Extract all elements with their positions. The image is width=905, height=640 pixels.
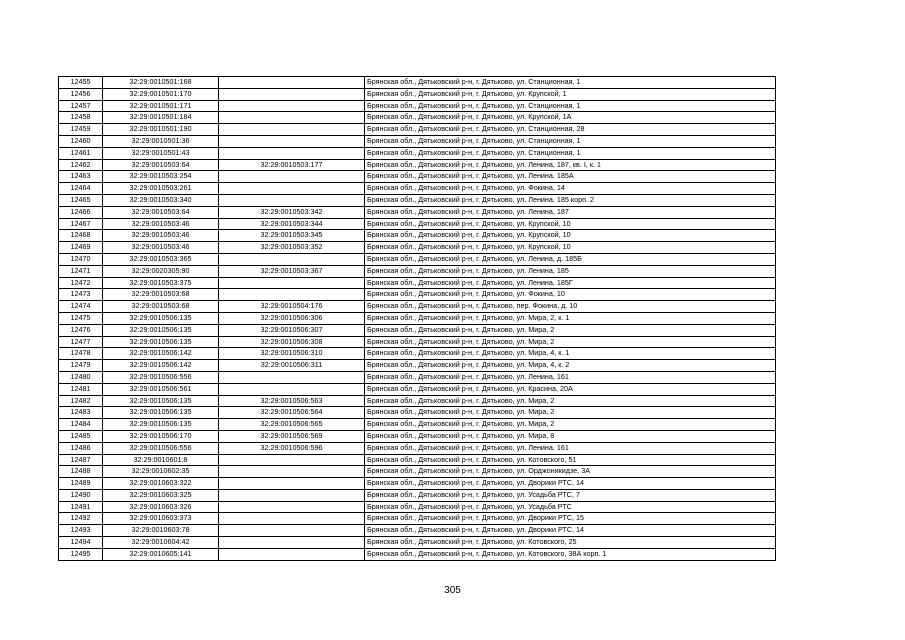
- object-cadastral-number-cell: 32:29:0010503:177: [219, 159, 365, 171]
- table-row: [59, 218, 776, 230]
- object-cadastral-number-cell: [219, 489, 365, 501]
- table-row: [59, 77, 776, 89]
- table-row: [59, 194, 776, 206]
- table-row: [59, 301, 776, 313]
- address-cell: Брянская обл., Дятьковский р-н, г. Дятьково, ул. Котовского, 25: [365, 537, 776, 549]
- cadastral-number-cell: 32:29:0010603:373: [103, 513, 219, 525]
- object-cadastral-number-cell: [219, 88, 365, 100]
- cadastral-number-cell: 32:29:0010501:184: [103, 112, 219, 124]
- table-row: [59, 525, 776, 537]
- cadastral-number-cell: 32:29:0010503:365: [103, 253, 219, 265]
- table-row: [59, 383, 776, 395]
- table-row: [59, 230, 776, 242]
- address-cell: Брянская обл., Дятьковский р-н, г. Дятьково, ул. Ленина, д. 185Б: [365, 253, 776, 265]
- table-row: [59, 112, 776, 124]
- object-cadastral-number-cell: 32:29:0010506:306: [219, 312, 365, 324]
- cadastral-number-cell: 32:29:0010602:35: [103, 466, 219, 478]
- record-number-cell: 12489: [59, 478, 103, 490]
- cadastral-number-cell: 32:29:0010503:68: [103, 301, 219, 313]
- record-number-cell: 12479: [59, 360, 103, 372]
- object-cadastral-number-cell: [219, 194, 365, 206]
- address-cell: Брянская обл., Дятьковский р-н, г. Дятьково, ул. Мира, 2, к. 1: [365, 312, 776, 324]
- address-cell: Брянская обл., Дятьковский р-н, г. Дятьково, ул. Крупской, 10: [365, 242, 776, 254]
- address-cell: Брянская обл., Дятьковский р-н, г. Дятьково, ул. Мира, 2: [365, 324, 776, 336]
- table-row: [59, 442, 776, 454]
- record-number-cell: 12480: [59, 371, 103, 383]
- address-cell: Брянская обл., Дятьковский р-н, г. Дятьково, ул. Котовского, 38А корп. 1: [365, 548, 776, 560]
- object-cadastral-number-cell: 32:29:0010503:345: [219, 230, 365, 242]
- object-cadastral-number-cell: 32:29:0010504:176: [219, 301, 365, 313]
- address-cell: Брянская обл., Дятьковский р-н, г. Дятьково, ул. Мира, 8: [365, 430, 776, 442]
- record-number-cell: 12464: [59, 183, 103, 195]
- object-cadastral-number-cell: 32:29:0010506:311: [219, 360, 365, 372]
- table-row: [59, 454, 776, 466]
- address-cell: Брянская обл., Дятьковский р-н, г. Дятьково, ул. Крупской, 10: [365, 230, 776, 242]
- cadastral-number-cell: 32:29:0010601:8: [103, 454, 219, 466]
- table-row: [59, 360, 776, 372]
- record-number-cell: 12481: [59, 383, 103, 395]
- object-cadastral-number-cell: [219, 466, 365, 478]
- address-cell: Брянская обл., Дятьковский р-н, г. Дятьково, ул. Дворики РТС, 15: [365, 513, 776, 525]
- table-row: [59, 135, 776, 147]
- record-number-cell: 12487: [59, 454, 103, 466]
- address-cell: Брянская обл., Дятьковский р-н, г. Дятьково, ул. Усадьба РТС, 7: [365, 489, 776, 501]
- object-cadastral-number-cell: [219, 289, 365, 301]
- table-row: [59, 312, 776, 324]
- object-cadastral-number-cell: [219, 147, 365, 159]
- cadastral-number-cell: 32:29:0010501:190: [103, 124, 219, 136]
- record-number-cell: 12493: [59, 525, 103, 537]
- table-row: [59, 489, 776, 501]
- table-row: [59, 253, 776, 265]
- object-cadastral-number-cell: 32:29:0010506:563: [219, 395, 365, 407]
- record-number-cell: 12458: [59, 112, 103, 124]
- record-number-cell: 12469: [59, 242, 103, 254]
- record-number-cell: 12495: [59, 548, 103, 560]
- table-row: [59, 88, 776, 100]
- address-cell: Брянская обл., Дятьковский р-н, г. Дятьково, ул. Ленина, 187, кв. I, к. 1: [365, 159, 776, 171]
- record-number-cell: 12482: [59, 395, 103, 407]
- address-cell: Брянская обл., Дятьковский р-н, г. Дятьково, ул. Фокина, 10: [365, 289, 776, 301]
- table-row: [59, 324, 776, 336]
- cadastral-number-cell: 32:29:0010501:168: [103, 77, 219, 89]
- table-row: [59, 548, 776, 560]
- address-cell: Брянская обл., Дятьковский р-н, г. Дятьково, ул. Красина, 20А: [365, 383, 776, 395]
- cadastral-number-cell: 32:29:0010506:561: [103, 383, 219, 395]
- table-row: [59, 407, 776, 419]
- cadastral-number-cell: 32:29:0010503:46: [103, 230, 219, 242]
- object-cadastral-number-cell: [219, 135, 365, 147]
- cadastral-number-cell: 32:29:0010501:36: [103, 135, 219, 147]
- address-cell: Брянская обл., Дятьковский р-н, г. Дятьково, ул. Станционная, 1: [365, 100, 776, 112]
- address-cell: Брянская обл., Дятьковский р-н, г. Дятьково, ул. Станционная, 1: [365, 77, 776, 89]
- object-cadastral-number-cell: [219, 525, 365, 537]
- object-cadastral-number-cell: 32:29:0010506:307: [219, 324, 365, 336]
- address-cell: Брянская обл., Дятьковский р-н, г. Дятьково, ул. Дворики РТС, 14: [365, 478, 776, 490]
- cadastral-number-cell: 32:29:0010501:170: [103, 88, 219, 100]
- address-cell: Брянская обл., Дятьковский р-н, г. Дятьково, ул. Мира, 2: [365, 419, 776, 431]
- table-row: [59, 206, 776, 218]
- cadastral-number-cell: 32:29:0010506:170: [103, 430, 219, 442]
- address-cell: Брянская обл., Дятьковский р-н, г. Дятьково, ул. Ленина, 187: [365, 206, 776, 218]
- cadastral-number-cell: 32:29:0010503:64: [103, 159, 219, 171]
- address-cell: Брянская обл., Дятьковский р-н, г. Дятьково, ул. Котовского, 51: [365, 454, 776, 466]
- table-row: [59, 537, 776, 549]
- cadastral-number-cell: 32:29:0010506:135: [103, 395, 219, 407]
- record-number-cell: 12471: [59, 265, 103, 277]
- table-row: [59, 336, 776, 348]
- cadastral-number-cell: 32:29:0010506:135: [103, 419, 219, 431]
- cadastral-number-cell: 32:29:0010603:322: [103, 478, 219, 490]
- cadastral-number-cell: 32:29:0010603:78: [103, 525, 219, 537]
- object-cadastral-number-cell: [219, 253, 365, 265]
- table-row: [59, 159, 776, 171]
- record-number-cell: 12466: [59, 206, 103, 218]
- address-cell: Брянская обл., Дятьковский р-н, г. Дятьково, пер. Фокина, д. 10: [365, 301, 776, 313]
- record-number-cell: 12461: [59, 147, 103, 159]
- record-number-cell: 12490: [59, 489, 103, 501]
- record-number-cell: 12462: [59, 159, 103, 171]
- record-number-cell: 12491: [59, 501, 103, 513]
- object-cadastral-number-cell: [219, 171, 365, 183]
- record-number-cell: 12476: [59, 324, 103, 336]
- object-cadastral-number-cell: 32:29:0010503:342: [219, 206, 365, 218]
- record-number-cell: 12467: [59, 218, 103, 230]
- object-cadastral-number-cell: [219, 383, 365, 395]
- object-cadastral-number-cell: [219, 124, 365, 136]
- cadastral-number-cell: 32:29:0010603:325: [103, 489, 219, 501]
- cadastral-number-cell: 32:29:0010501:171: [103, 100, 219, 112]
- cadastral-number-cell: 32:29:0010501:43: [103, 147, 219, 159]
- object-cadastral-number-cell: [219, 454, 365, 466]
- object-cadastral-number-cell: 32:29:0010506:308: [219, 336, 365, 348]
- cadastral-number-cell: 32:29:0010506:142: [103, 360, 219, 372]
- cadastral-number-cell: 32:29:0020305:90: [103, 265, 219, 277]
- record-number-cell: 12455: [59, 77, 103, 89]
- page-number: 305: [444, 585, 461, 596]
- address-cell: Брянская обл., Дятьковский р-н, г. Дятьково, ул. Ленина, 185А: [365, 171, 776, 183]
- record-number-cell: 12457: [59, 100, 103, 112]
- object-cadastral-number-cell: 32:29:0010506:310: [219, 348, 365, 360]
- address-cell: Брянская обл., Дятьковский р-н, г. Дятьково, ул. Мира, 2: [365, 395, 776, 407]
- cadastral-number-cell: 32:29:0010604:42: [103, 537, 219, 549]
- table-row: [59, 348, 776, 360]
- address-cell: Брянская обл., Дятьковский р-н, г. Дятьково, ул. Орджоникидзе, 3А: [365, 466, 776, 478]
- record-number-cell: 12473: [59, 289, 103, 301]
- table-row: [59, 183, 776, 195]
- address-cell: Брянская обл., Дятьковский р-н, г. Дятьково, ул. Крупской, 1А: [365, 112, 776, 124]
- address-cell: Брянская обл., Дятьковский р-н, г. Дятьково, ул. Крупской, 1: [365, 88, 776, 100]
- table-row: [59, 265, 776, 277]
- table-row: [59, 242, 776, 254]
- record-number-cell: 12456: [59, 88, 103, 100]
- cadastral-number-cell: 32:29:0010503:46: [103, 218, 219, 230]
- cadastral-number-cell: 32:29:0010603:326: [103, 501, 219, 513]
- object-cadastral-number-cell: [219, 501, 365, 513]
- address-cell: Брянская обл., Дятьковский р-н, г. Дятьково, ул. Ленина, 185 корп. 2: [365, 194, 776, 206]
- table-row: [59, 371, 776, 383]
- cadastral-number-cell: 32:29:0010506:142: [103, 348, 219, 360]
- table-row: [59, 478, 776, 490]
- address-cell: Брянская обл., Дятьковский р-н, г. Дятьково, ул. Мира, 2: [365, 336, 776, 348]
- cadastral-number-cell: 32:29:0010506:556: [103, 371, 219, 383]
- address-cell: Брянская обл., Дятьковский р-н, г. Дятьково, ул. Крупской, 10: [365, 218, 776, 230]
- address-cell: Брянская обл., Дятьковский р-н, г. Дятьково, ул. Станционная, 28: [365, 124, 776, 136]
- record-number-cell: 12465: [59, 194, 103, 206]
- record-number-cell: 12478: [59, 348, 103, 360]
- object-cadastral-number-cell: [219, 183, 365, 195]
- record-number-cell: 12477: [59, 336, 103, 348]
- address-cell: Брянская обл., Дятьковский р-н, г. Дятьково, ул. Усадьба РТС: [365, 501, 776, 513]
- record-number-cell: 12475: [59, 312, 103, 324]
- object-cadastral-number-cell: 32:29:0010503:367: [219, 265, 365, 277]
- record-number-cell: 12492: [59, 513, 103, 525]
- cadastral-number-cell: 32:29:0010503:261: [103, 183, 219, 195]
- table-row: [59, 466, 776, 478]
- record-number-cell: 12484: [59, 419, 103, 431]
- object-cadastral-number-cell: [219, 478, 365, 490]
- cadastral-number-cell: 32:29:0010506:556: [103, 442, 219, 454]
- table-row: [59, 513, 776, 525]
- address-cell: Брянская обл., Дятьковский р-н, г. Дятьково, ул. Станционная, 1: [365, 147, 776, 159]
- object-cadastral-number-cell: [219, 77, 365, 89]
- record-number-cell: 12494: [59, 537, 103, 549]
- record-number-cell: 12485: [59, 430, 103, 442]
- cadastral-number-cell: 32:29:0010506:135: [103, 336, 219, 348]
- object-cadastral-number-cell: 32:29:0010506:569: [219, 430, 365, 442]
- object-cadastral-number-cell: [219, 537, 365, 549]
- cadastral-number-cell: 32:29:0010506:135: [103, 312, 219, 324]
- object-cadastral-number-cell: [219, 513, 365, 525]
- cadastral-number-cell: 32:29:0010506:135: [103, 324, 219, 336]
- table-row: [59, 100, 776, 112]
- object-cadastral-number-cell: 32:29:0010506:565: [219, 419, 365, 431]
- address-cell: Брянская обл., Дятьковский р-н, г. Дятьково, ул. Ленина, 161: [365, 371, 776, 383]
- cadastral-number-cell: 32:29:0010503:254: [103, 171, 219, 183]
- object-cadastral-number-cell: [219, 100, 365, 112]
- register-table-body: [59, 77, 776, 561]
- table-row: [59, 501, 776, 513]
- table-row: [59, 171, 776, 183]
- record-number-cell: 12472: [59, 277, 103, 289]
- address-cell: Брянская обл., Дятьковский р-н, г. Дятьково, ул. Ленина, 185: [365, 265, 776, 277]
- record-number-cell: 12463: [59, 171, 103, 183]
- cadastral-number-cell: 32:29:0010605:141: [103, 548, 219, 560]
- object-cadastral-number-cell: [219, 371, 365, 383]
- table-row: [59, 289, 776, 301]
- cadastral-number-cell: 32:29:0010503:68: [103, 289, 219, 301]
- table-row: [59, 430, 776, 442]
- object-cadastral-number-cell: [219, 548, 365, 560]
- object-cadastral-number-cell: 32:29:0010503:352: [219, 242, 365, 254]
- object-cadastral-number-cell: 32:29:0010506:596: [219, 442, 365, 454]
- table-row: [59, 147, 776, 159]
- register-table: [58, 76, 776, 561]
- table-row: [59, 277, 776, 289]
- record-number-cell: 12488: [59, 466, 103, 478]
- record-number-cell: 12470: [59, 253, 103, 265]
- address-cell: Брянская обл., Дятьковский р-н, г. Дятьково, ул. Дворики РТС, 14: [365, 525, 776, 537]
- address-cell: Брянская обл., Дятьковский р-н, г. Дятьково, ул. Ленина, 161: [365, 442, 776, 454]
- cadastral-number-cell: 32:29:0010506:135: [103, 407, 219, 419]
- record-number-cell: 12486: [59, 442, 103, 454]
- cadastral-number-cell: 32:29:0010503:340: [103, 194, 219, 206]
- object-cadastral-number-cell: 32:29:0010503:344: [219, 218, 365, 230]
- cadastral-number-cell: 32:29:0010503:46: [103, 242, 219, 254]
- address-cell: Брянская обл., Дятьковский р-н, г. Дятьково, ул. Мира, 2: [365, 407, 776, 419]
- record-number-cell: 12474: [59, 301, 103, 313]
- record-number-cell: 12459: [59, 124, 103, 136]
- table-row: [59, 395, 776, 407]
- table-row: [59, 419, 776, 431]
- record-number-cell: 12468: [59, 230, 103, 242]
- cadastral-number-cell: 32:29:0010503:375: [103, 277, 219, 289]
- cadastral-number-cell: 32:29:0010503:64: [103, 206, 219, 218]
- object-cadastral-number-cell: 32:29:0010506:564: [219, 407, 365, 419]
- object-cadastral-number-cell: [219, 277, 365, 289]
- address-cell: Брянская обл., Дятьковский р-н, г. Дятьково, ул. Станционная, 1: [365, 135, 776, 147]
- object-cadastral-number-cell: [219, 112, 365, 124]
- record-number-cell: 12483: [59, 407, 103, 419]
- table-row: [59, 124, 776, 136]
- address-cell: Брянская обл., Дятьковский р-н, г. Дятьково, ул. Мира, 4, к. 1: [365, 348, 776, 360]
- address-cell: Брянская обл., Дятьковский р-н, г. Дятьково, ул. Фокина, 14: [365, 183, 776, 195]
- address-cell: Брянская обл., Дятьковский р-н, г. Дятьково, ул. Ленина, 185Г: [365, 277, 776, 289]
- address-cell: Брянская обл., Дятьковский р-н, г. Дятьково, ул. Мира, 4, к. 2: [365, 360, 776, 372]
- record-number-cell: 12460: [59, 135, 103, 147]
